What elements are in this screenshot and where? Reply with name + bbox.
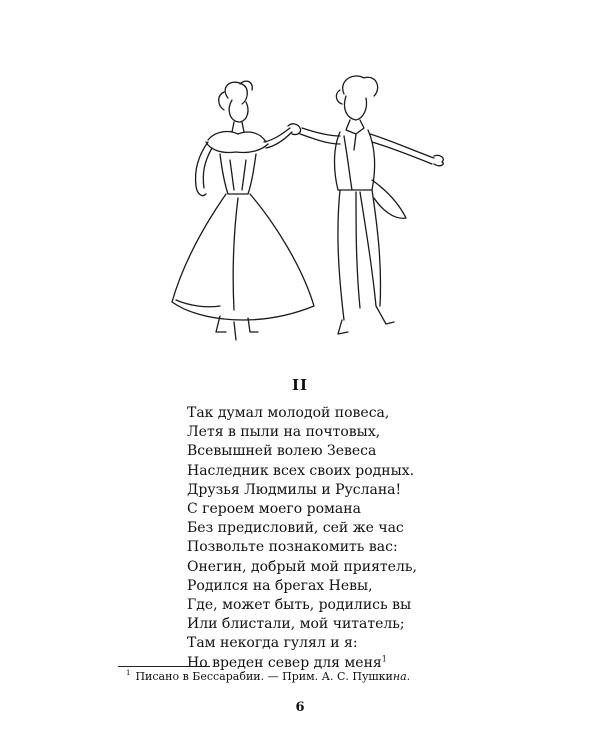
gentleman-reaching-arm [302,128,340,136]
poem-line: Родился на брегах Невы, [187,577,373,594]
gentleman-head [344,96,366,120]
lady-bodice [220,154,256,194]
footnote-reference[interactable]: 1 [381,653,387,663]
dancing-couple-sketch-icon [150,70,470,360]
lady-hair [225,82,247,104]
gentleman-extended-arm [370,134,434,158]
lady-head [229,100,248,122]
footnote-divider [118,666,210,667]
dancing-couple-illustration [150,70,470,360]
poem-line: Или блистали, мой читатель; [187,616,405,633]
poem-line: Без предисловий, сей же час [187,520,404,537]
poem-line: Так думал молодой повеса, [187,405,390,421]
joined-hands [288,124,301,135]
stanza-number: II [291,376,309,394]
footnote [126,670,410,683]
gentleman-coat [335,130,375,190]
poem-line: Всевышней волею Зевеса [187,443,377,460]
poem-line-text: Но вреден север для меня [187,654,382,671]
footnote-text-italic: на [392,670,407,683]
gentleman-coat-tail [372,180,406,218]
lady-shoulders [208,132,266,142]
poem-line: Позвольте познакомить вас: [187,539,398,556]
lady-skirt [172,194,314,320]
footnote-mark: 1 [126,669,131,678]
footnote-text: Писано в Бессарабии. — Прим. А. С. Пушки [135,670,393,683]
poem-line: Онегин, добрый мой приятель, [187,558,417,575]
page-number: 6 [295,700,305,715]
poem-line: Там некогда гулял и я: [187,635,358,652]
poem-line: Где, может быть, родились вы [187,597,412,614]
poem-line: Летя в пыли на почтовых, [187,424,381,441]
gentleman-legs [338,190,344,320]
footnote-text-end: . [406,670,411,683]
poem-text [187,404,417,673]
poem-line: Наследник всех своих родных. [187,462,415,479]
poem-line: С героем моего романа [187,501,361,518]
gentleman-hair [343,76,378,96]
poem-line: Друзья Людмилы и Руслана! [187,481,402,498]
lady-raised-arm [264,128,290,142]
